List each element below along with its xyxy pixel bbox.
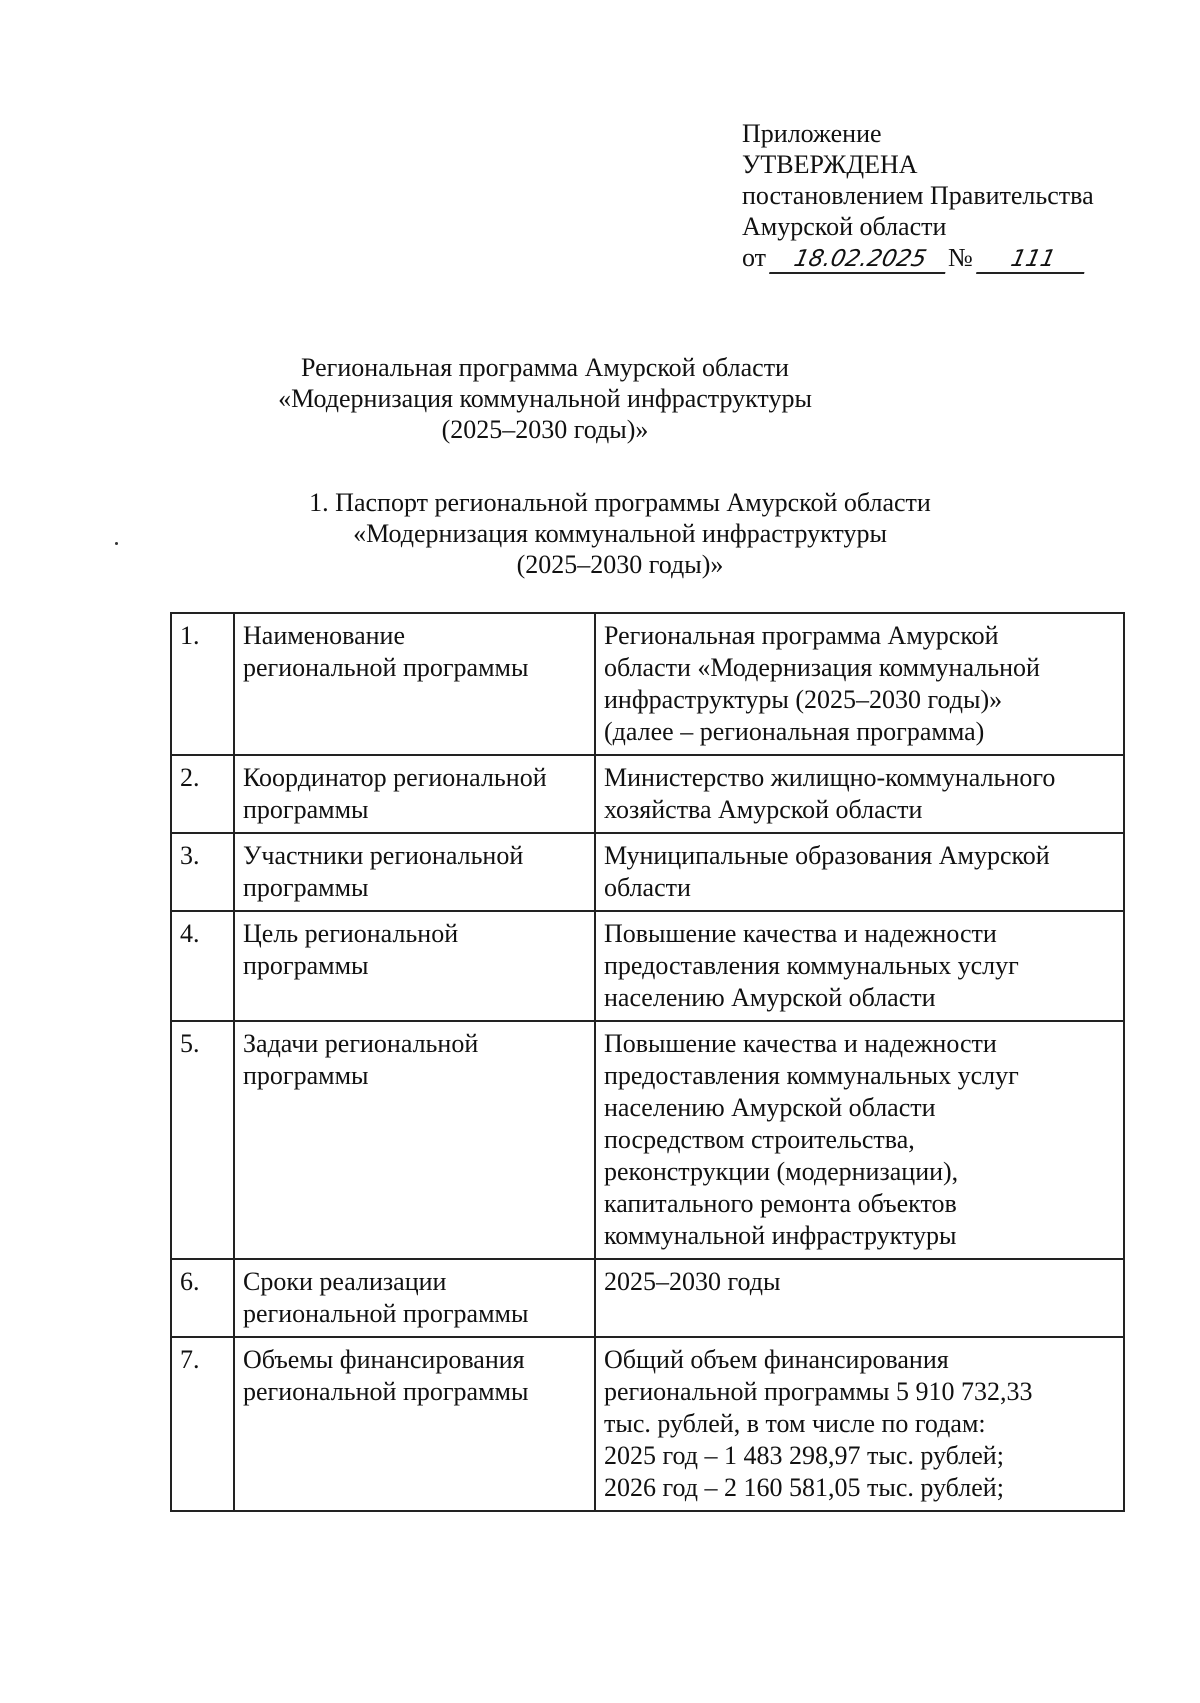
- row-value-line: 2026 год – 2 160 581,05 тыс. рублей;: [604, 1473, 1004, 1502]
- row-name-line: Участники региональной: [243, 841, 524, 870]
- row-value-line: хозяйства Амурской области: [604, 795, 923, 824]
- program-title-line: Региональная программа Амурской области: [301, 353, 789, 382]
- row-value-line: капитального ремонта объектов: [604, 1189, 957, 1218]
- scan-speck: [115, 542, 118, 545]
- passport-row: [171, 1259, 1124, 1337]
- passport-row: [171, 755, 1124, 833]
- row-value-line: Повышение качества и надежности: [604, 919, 997, 948]
- passport-title-line: (2025–2030 годы)»: [516, 550, 724, 579]
- row-value-line: тыс. рублей, в том числе по годам:: [604, 1409, 986, 1438]
- row-value-line: области «Модернизация коммунальной: [604, 653, 1040, 682]
- date-prefix: от: [742, 243, 767, 272]
- row-value-line: Муниципальные образования Амурской: [604, 841, 1050, 870]
- row-name-line: Объемы финансирования: [243, 1345, 525, 1374]
- row-value-line: реконструкции (модернизации),: [604, 1157, 959, 1186]
- row-value-line: Региональная программа Амурской: [604, 621, 999, 650]
- row-number: 1.: [171, 613, 234, 755]
- row-value-cell: [595, 613, 1124, 755]
- row-name-cell: [234, 755, 595, 833]
- row-value-line: Министерство жилищно-коммунального: [604, 763, 1056, 792]
- row-value-line: инфраструктуры (2025–2030 годы)»: [604, 685, 1003, 714]
- row-value-line: посредством строительства,: [604, 1125, 915, 1154]
- row-name-cell: [234, 613, 595, 755]
- row-number: 4.: [171, 911, 234, 1021]
- row-name-cell: [234, 1259, 595, 1337]
- approval-resolution-label: постановлением Правительства: [742, 181, 1094, 210]
- row-value-cell: [595, 1259, 1124, 1337]
- row-name-line: программы: [243, 795, 369, 824]
- passport-row: [171, 613, 1124, 755]
- approval-block: [742, 118, 1094, 274]
- approval-date-line: [742, 242, 1094, 274]
- passport-title-line: «Модернизация коммунальной инфраструктуры: [353, 519, 887, 548]
- row-number: 6.: [171, 1259, 234, 1337]
- passport-row: [171, 833, 1124, 911]
- approval-approved-label: УТВЕРЖДЕНА: [742, 150, 918, 179]
- row-name-line: Координатор региональной: [243, 763, 547, 792]
- row-value-line: Повышение качества и надежности: [604, 1029, 997, 1058]
- row-name-line: программы: [243, 951, 369, 980]
- program-title-line: «Модернизация коммунальной инфраструктуры: [278, 384, 812, 413]
- handwritten-number: 111: [976, 246, 1090, 274]
- row-name-line: Наименование: [243, 621, 405, 650]
- row-name-cell: [234, 833, 595, 911]
- program-title: [0, 352, 1145, 445]
- row-value-line: Общий объем финансирования: [604, 1345, 949, 1374]
- approval-appendix-label: Приложение: [742, 119, 882, 148]
- row-value-line: (далее – региональная программа): [604, 717, 985, 746]
- row-value-line: предоставления коммунальных услуг: [604, 951, 1019, 980]
- row-value-line: области: [604, 873, 691, 902]
- row-value-line: предоставления коммунальных услуг: [604, 1061, 1019, 1090]
- row-name-line: Цель региональной: [243, 919, 459, 948]
- row-name-cell: [234, 1337, 595, 1511]
- passport-title-line: 1. Паспорт региональной программы Амурской области: [309, 488, 931, 517]
- row-number: 5.: [171, 1021, 234, 1259]
- row-value-line: 2025–2030 годы: [604, 1267, 781, 1296]
- row-value-line: населению Амурской области: [604, 983, 936, 1012]
- passport-row: [171, 1021, 1124, 1259]
- row-value-line: региональной программы 5 910 732,33: [604, 1377, 1033, 1406]
- row-value-line: населению Амурской области: [604, 1093, 936, 1122]
- approval-region-label: Амурской области: [742, 212, 947, 241]
- row-value-cell: [595, 911, 1124, 1021]
- row-value-line: 2025 год – 1 483 298,97 тыс. рублей;: [604, 1441, 1004, 1470]
- passport-row: [171, 1337, 1124, 1511]
- row-name-line: Задачи региональной: [243, 1029, 479, 1058]
- row-number: 7.: [171, 1337, 234, 1511]
- handwritten-date: 18.02.2025: [769, 246, 951, 274]
- passport-row: [171, 911, 1124, 1021]
- passport-title: [20, 487, 1200, 580]
- row-name-cell: [234, 1021, 595, 1259]
- passport-table: [170, 612, 1125, 1512]
- row-value-cell: [595, 755, 1124, 833]
- row-name-line: региональной программы: [243, 653, 529, 682]
- row-value-line: коммунальной инфраструктуры: [604, 1221, 957, 1250]
- row-name-line: региональной программы: [243, 1299, 529, 1328]
- row-number: 2.: [171, 755, 234, 833]
- row-value-cell: [595, 1337, 1124, 1511]
- number-sign: №: [948, 243, 973, 272]
- row-number: 3.: [171, 833, 234, 911]
- row-name-cell: [234, 911, 595, 1021]
- row-name-line: программы: [243, 1061, 369, 1090]
- row-name-line: Сроки реализации: [243, 1267, 447, 1296]
- row-value-cell: [595, 833, 1124, 911]
- row-value-cell: [595, 1021, 1124, 1259]
- row-name-line: программы: [243, 873, 369, 902]
- row-name-line: региональной программы: [243, 1377, 529, 1406]
- program-title-line: (2025–2030 годы)»: [441, 415, 649, 444]
